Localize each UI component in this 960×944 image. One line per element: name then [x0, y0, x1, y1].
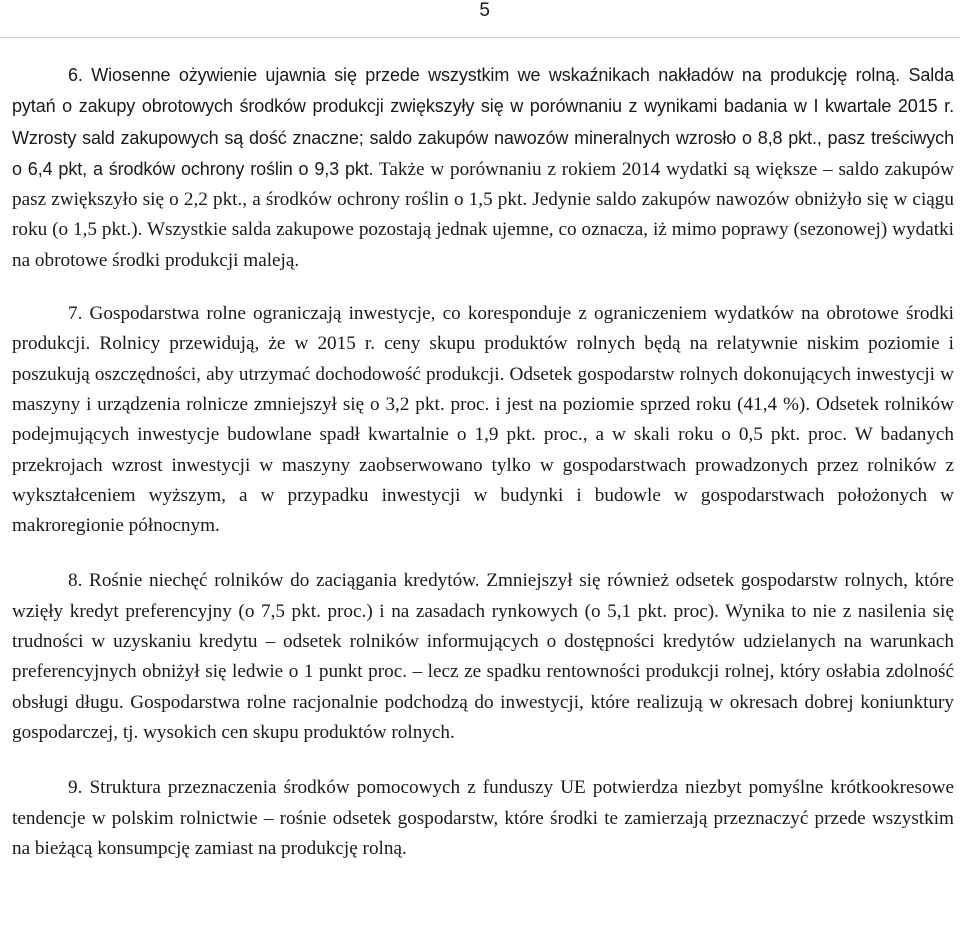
paragraph-6 — [12, 60, 954, 276]
document-body — [12, 60, 954, 864]
paragraph-9: 9. Struktura przeznaczenia środków pomocowych z funduszy UE potwierdza niezbyt pomyślne krótkookresowe tendencje w polskim rolnictwie – rośnie odsetek gospodarstw, które środki te zamierzają przeznaczyć przede wszystkim na bieżącą konsumpcję zamiast na produkcję rolną. — [12, 777, 954, 859]
paragraph-6-sans-text: 6. Wiosenne ożywienie ujawnia się przede wszystkim we wskaźnikach nakładów na produkcję rolną. Salda pytań o zakupy obrotowych środków produkcji zwiększyły się w porównaniu z wynikami badania w I kwartale 2015 r. Wzrosty sald zakupowych są dość znaczne; saldo zakupów nawozów mineralnych wzrosło o 8,8 pkt., pasz treściwych o 6,4 pkt, a środków ochrony roślin o 9,3 pkt. — [12, 65, 954, 179]
paragraph-7: 7. Gospodarstwa rolne ograniczają inwestycje, co koresponduje z ograniczeniem wydatków na obrotowe środki produkcji. Rolnicy przewidują, że w 2015 r. ceny skupu produktów rolnych będą na relatywnie niskim poziomie i poszukują oszczędności, aby utrzymać dochodowość produkcji. Odsetek gospodarstw rolnych dokonujących inwestycji w maszyny i urządzenia rolnicze zmniejszył się o 3,2 pkt. proc. i jest na poziomie sprzed roku (41,4 %). Odsetek rolników podejmujących inwestycje budowlane spadł kwartalnie o 1,9 pkt. proc., a w skali roku o 0,5 pkt. proc. W badanych przekrojach wzrost inwestycji w maszyny zaobserwowano tylko w gospodarstwach prowadzonych przez rolników z wykształceniem wyższym, a w przypadku inwestycji w budynki i budowle w gospodarstwach położonych w makroregionie północnym. — [12, 303, 954, 537]
header-divider — [0, 37, 960, 38]
page-number: 5 — [479, 0, 490, 21]
paragraph-spacer — [12, 748, 954, 773]
paragraph-spacer — [12, 276, 954, 299]
paragraph-6-serif-text: Także w porównaniu z rokiem 2014 wydatki są większe – saldo zakupów pasz zwiększyło się o 2,2 pkt., a środków ochrony roślin o 1,5 pkt. Jedynie saldo zakupów nawozów obniżyło się w ciągu roku (o 1,5 pkt.). Wszystkie salda zakupowe pozostają jednak ujemne, co oznacza, iż mimo poprawy (sezonowej) wydatki na obrotowe środki produkcji maleją. — [12, 158, 954, 271]
paragraph-8: 8. Rośnie niechęć rolników do zaciągania kredytów. Zmniejszył się również odsetek gospodarstw rolnych, które wzięły kredyt preferencyjny (o 7,5 pkt. proc.) i na zasadach rynkowych (o 5,1 pkt. proc). Wynika to nie z nasilenia się trudności w uzyskaniu kredytu – odsetek rolników informujących o dostępności kredytów udzielanych na warunkach preferencyjnych obniżył się ledwie o 1 punkt proc. – lecz ze spadku rentowności produkcji rolnej, który osłabia zdolność obsługi długu. Gospodarstwa rolne racjonalnie podchodzą do inwestycji, które realizują w okresach dobrej koniunktury gospodarczej, tj. wysokich cen skupu produktów rolnych. — [12, 570, 954, 743]
paragraph-spacer — [12, 541, 954, 566]
